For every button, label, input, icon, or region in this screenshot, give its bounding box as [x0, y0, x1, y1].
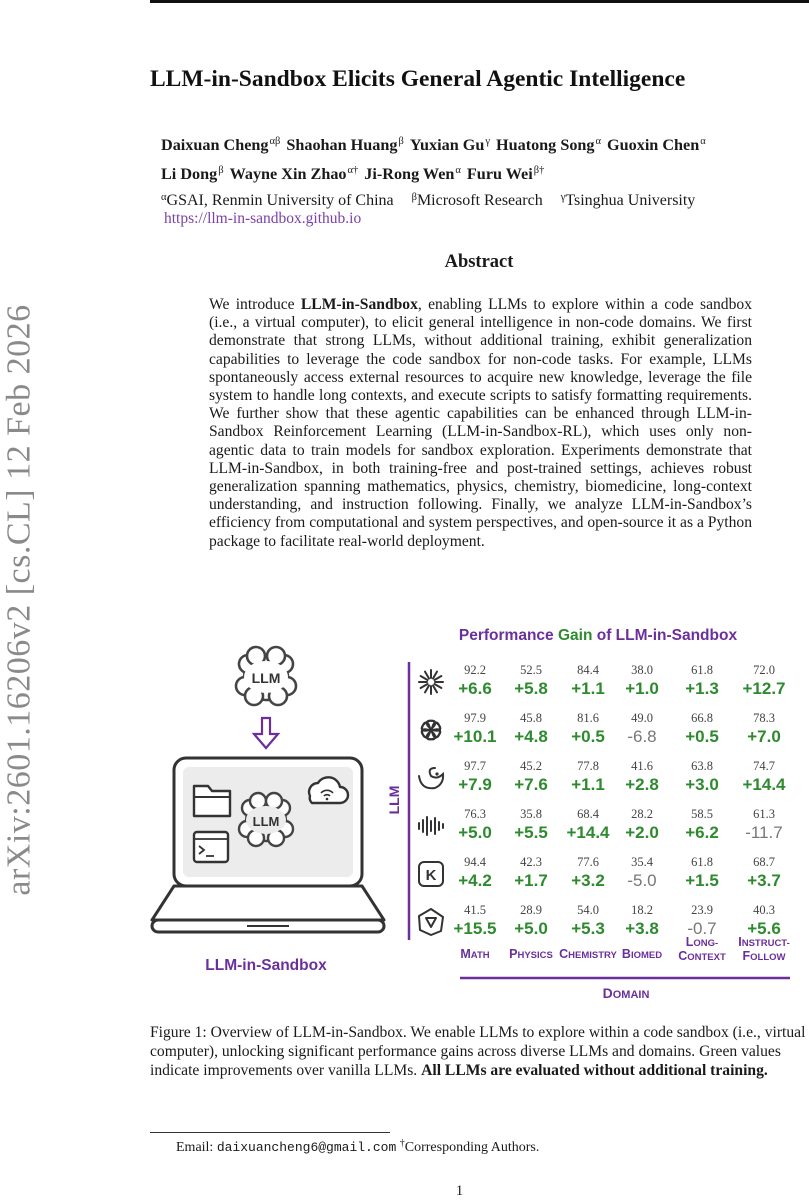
- base-score: 92.2: [464, 663, 486, 677]
- author-name: Wayne Xin Zhao$^{\alpha\dagger}$: [229, 165, 359, 183]
- abstract-heading: Abstract: [444, 252, 514, 272]
- base-score: 63.8: [691, 759, 713, 773]
- base-score: 54.0: [577, 903, 599, 917]
- abstract-body: [209, 296, 752, 551]
- base-score: 49.0: [631, 711, 653, 725]
- chart-title-part-1: Performance: [458, 627, 558, 644]
- author-list: [161, 129, 801, 187]
- gain-value: +7.9: [458, 775, 492, 794]
- domain-label: CHEMISTRY: [559, 947, 617, 961]
- gain-value: +5.8: [514, 679, 548, 698]
- domain-label: INSTRUCT-: [738, 935, 790, 949]
- base-score: 42.3: [520, 855, 542, 869]
- base-score: 52.5: [520, 663, 542, 677]
- gain-value: +1.0: [625, 679, 659, 698]
- author-affil-mark: α: [455, 165, 461, 176]
- claude-logo-icon: [419, 670, 443, 694]
- paper-title: LLM-in-Sandbox Elicits General Agentic Intelligence: [150, 66, 686, 92]
- domain-axis-label: DOMAIN: [602, 985, 650, 1001]
- author-affil-mark: α: [595, 136, 602, 147]
- gain-value: +0.5: [571, 727, 605, 746]
- author-affil-mark: β†: [533, 165, 545, 176]
- author-affil-mark: γ: [485, 136, 490, 147]
- domain-label: FOLLOW: [742, 949, 786, 963]
- gain-value: +5.6: [747, 919, 781, 938]
- footnote-email: daixuancheng6@gmail.com: [216, 1140, 397, 1155]
- qwen-logo-icon: [419, 909, 443, 935]
- base-score: 41.5: [464, 903, 486, 917]
- gain-value: +3.7: [747, 871, 781, 890]
- base-score: 68.7: [753, 855, 775, 869]
- affiliation: $^\beta$Microsoft Research: [411, 192, 543, 209]
- base-score: 61.3: [753, 807, 775, 821]
- llm-axis-label: LLM: [386, 785, 402, 815]
- base-score: 94.4: [464, 855, 486, 869]
- chart-title: [459, 627, 738, 644]
- base-score: 58.5: [691, 807, 713, 821]
- base-score: 97.9: [464, 711, 486, 725]
- base-score: 76.3: [464, 807, 486, 821]
- base-score: 61.8: [691, 855, 713, 869]
- author-affil-mark: α: [700, 136, 706, 147]
- base-score: 74.7: [753, 759, 775, 773]
- gain-value: +3.0: [685, 775, 719, 794]
- gain-value: +15.5: [453, 919, 497, 938]
- footnote-rule: [150, 1132, 390, 1133]
- chart-title-part-3: of LLM-in-Sandbox: [592, 627, 738, 644]
- base-score: 72.0: [753, 663, 775, 677]
- llm-brain-icon: [236, 647, 296, 705]
- author-affil-mark: β: [218, 165, 224, 176]
- figure-svg: [150, 620, 809, 1015]
- gain-value: +1.3: [685, 679, 719, 698]
- author-name: Shaohan Huang$^\beta$: [286, 136, 404, 154]
- base-score: 66.8: [691, 711, 713, 725]
- brain-label: LLM: [251, 670, 281, 686]
- author-name: Yuxian $Gu^\gamma$: [409, 136, 490, 154]
- gain-value: +5.5: [514, 823, 548, 842]
- chart-title-part-2: Gain: [557, 627, 593, 644]
- gain-value: +10.1: [453, 727, 497, 746]
- abstract-method-name: LLM-in-Sandbox: [300, 296, 418, 313]
- base-score: 23.9: [691, 903, 713, 917]
- gain-value: -0.7: [687, 919, 717, 938]
- terminal-icon: [194, 832, 228, 862]
- abstract-text-2: , enabling LLMs to explore within a code sandbox (i.e., a virtual computer), to elicit general intelligence in non-code domains. We first demonstrate that strong LLMs, without additional training, exhibit generalization capabilities to leverage the code sandbox for non-code tasks. For example, LLMs spontaneously access external resources to acquire new knowledge, leverage the file system to handle long contexts, and execute scripts to satisfy formatting requirements. We further show that these agentic capabilities can be enhanced through LLM-in-Sandbox Reinforcement Learning (LLM-in-Sandbox-RL), which uses only non-agentic data to train models for sandbox exploration. Experiments demonstrate that LLM-in-Sandbox, in both training-free and post-trained settings, achieves robust generalization spanning mathematics, physics, chemistry, biomedicine, long-context understanding, and instruction following. Finally, we analyze LLM-in-Sandbox’s efficiency from computational and system perspectives, and open-source it as a Python package to facilitate real-world deployment.: [209, 296, 752, 550]
- base-score: 77.8: [577, 759, 599, 773]
- affiliation: $^\alpha$GSAI, Renmin University of China: [161, 192, 394, 209]
- author-affil-mark: αβ: [269, 136, 281, 147]
- gain-value: +12.7: [742, 679, 786, 698]
- base-score: 77.6: [577, 855, 599, 869]
- affiliation-mark: β: [411, 192, 417, 203]
- base-score: 28.9: [520, 903, 542, 917]
- figure-1: [150, 620, 809, 1015]
- gain-value: -5.0: [627, 871, 657, 890]
- laptop-icon: [152, 758, 384, 932]
- waveform-logo-icon: [419, 817, 443, 835]
- top-rule: [150, 0, 809, 3]
- figure-caption: [150, 1023, 809, 1080]
- base-score: 68.4: [577, 807, 599, 821]
- base-score: 84.4: [577, 663, 599, 677]
- laptop-label: LLM-in-Sandbox: [205, 957, 327, 974]
- base-score: 78.3: [753, 711, 775, 725]
- gain-value: +6.2: [685, 823, 719, 842]
- project-url-link[interactable]: https://llm-in-sandbox.github.io: [164, 210, 362, 227]
- author-name: Ji-Rong Wen$^\alpha$: [364, 165, 461, 183]
- base-score: 81.6: [577, 711, 599, 725]
- base-score: 35.8: [520, 807, 542, 821]
- base-score: 61.8: [691, 663, 713, 677]
- folder-icon: [194, 786, 230, 816]
- base-score: 28.2: [631, 807, 653, 821]
- footnote: [176, 1138, 539, 1156]
- affiliation-mark: γ: [560, 192, 566, 203]
- affiliation: $^\gamma$Tsinghua University: [560, 192, 696, 209]
- gain-value: +14.4: [566, 823, 610, 842]
- author-name: Guoxin Chen$^\alpha$: [607, 136, 706, 154]
- author-name: Furu Wei$^{\beta\dagger}$: [466, 165, 545, 183]
- author-name: Li Dong$^\beta$: [161, 165, 224, 183]
- gain-value: +4.2: [458, 871, 492, 890]
- deepseek-logo-icon: [419, 768, 443, 788]
- footnote-text: Corresponding Authors.: [404, 1140, 540, 1155]
- caption-text: Figure 1: Overview of LLM-in-Sandbox. We enable LLMs to explore within a code sandbox (i.e., virtual computer), unlocking significant performance gains across diverse LLMs and domains. Green values indicate improvements over vanilla LLMs.: [150, 1024, 806, 1079]
- author-affil-mark: β: [398, 136, 404, 147]
- openai-logo-icon: [420, 718, 442, 741]
- abstract-text-1: We introduce: [209, 296, 301, 313]
- gain-value: +7.6: [514, 775, 548, 794]
- gain-value: +5.0: [514, 919, 548, 938]
- gain-value: -6.8: [627, 727, 657, 746]
- base-score: 40.3: [753, 903, 775, 917]
- gain-value: +1.5: [685, 871, 719, 890]
- footnote-dagger: †: [399, 1138, 405, 1149]
- gain-value: +1.7: [514, 871, 548, 890]
- gain-value: +1.1: [571, 679, 605, 698]
- domain-label: PHYSICS: [509, 947, 553, 961]
- arxiv-stamp: [0, 305, 40, 895]
- base-score: 45.8: [520, 711, 542, 725]
- gain-value: +0.5: [685, 727, 719, 746]
- author-affil-mark: α†: [347, 165, 359, 176]
- down-arrow-icon: [254, 718, 278, 748]
- gain-value: +4.8: [514, 727, 548, 746]
- domain-label: BIOMED: [621, 947, 663, 961]
- author-name: Daixuan Cheng$^{\alpha\beta}$: [161, 136, 281, 154]
- gain-value: +1.1: [571, 775, 605, 794]
- author-name: Huatong Song$^\alpha$: [496, 136, 602, 154]
- gain-value: +2.0: [625, 823, 659, 842]
- domain-label: CONTEXT: [678, 949, 726, 963]
- gain-value: +5.3: [571, 919, 605, 938]
- base-score: 45.2: [520, 759, 542, 773]
- kimi-logo-icon: [419, 862, 443, 886]
- page-number: 1: [455, 1183, 464, 1199]
- gain-value: +7.0: [747, 727, 781, 746]
- gain-value: -11.7: [745, 823, 783, 842]
- gain-value: +3.2: [571, 871, 605, 890]
- kimi-logo-glyph: K: [425, 867, 437, 884]
- footnote-label: Email:: [176, 1140, 217, 1155]
- gain-value: +3.8: [625, 919, 659, 938]
- domain-label: MATH: [460, 947, 490, 961]
- domain-label: LONG-: [685, 935, 719, 949]
- gain-value: +14.4: [742, 775, 786, 794]
- affiliation-list: [161, 187, 801, 212]
- affiliation-mark: α: [161, 192, 167, 203]
- screen-brain-label: LLM: [252, 814, 280, 829]
- base-score: 35.4: [631, 855, 653, 869]
- gain-value: +6.6: [458, 679, 492, 698]
- gain-value: +5.0: [458, 823, 492, 842]
- base-score: 38.0: [631, 663, 653, 677]
- base-score: 41.6: [631, 759, 653, 773]
- arxiv-id: arXiv:2601.16206v2 [cs.CL] 12 Feb 2026: [1, 304, 38, 896]
- caption-bold: All LLMs are evaluated without additional training.: [421, 1062, 768, 1079]
- base-score: 97.7: [464, 759, 486, 773]
- gain-value: +2.8: [625, 775, 659, 794]
- base-score: 18.2: [631, 903, 653, 917]
